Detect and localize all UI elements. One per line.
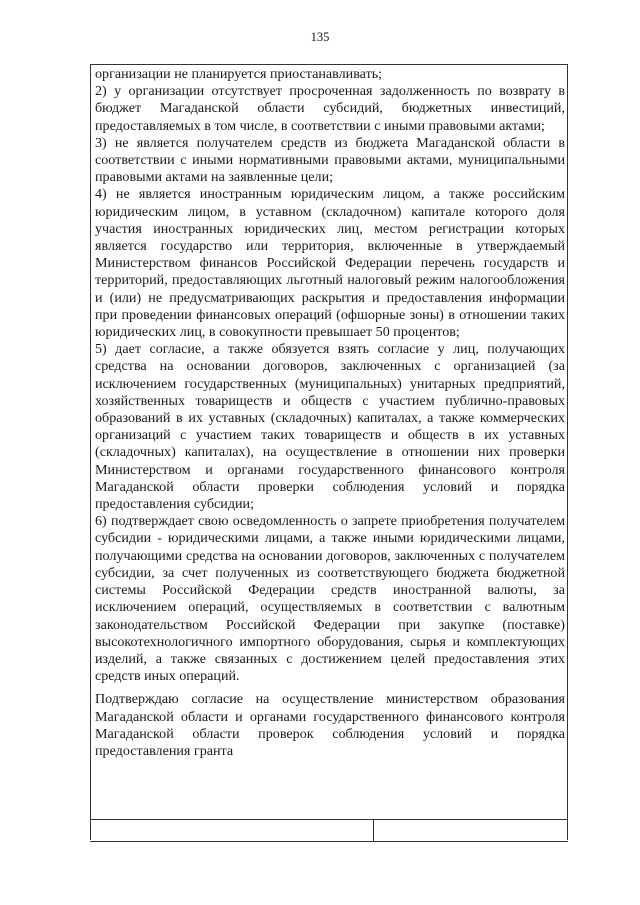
signature-row-divider (373, 820, 374, 841)
paragraph-6: 6) подтверждает свою осведомленность о запрете приобретения получателем субсидии - юридическими лицами, а также иными юридическими лицами, получающими средства на основании договоров, заключенных с получателем субсидии, за счет полученных из соответствующего бюджета бюджетной системы Российской Федерации средств иностранной валюты, за исключением операций, осуществляемых в соответствии с валютным законодательством Российской Федерации при закупке (поставке) высокотехнологичного импортного оборудования, сырья и комплектующих изделий, а также связанных с достижением целей предоставления этих средств иных операций. (95, 513, 565, 685)
signature-row (90, 819, 568, 842)
paragraph-3: 3) не является получателем средств из бюджета Магаданской области в соответствии с иными нормативными правовыми актами, муниципальными правовыми актами на заявленные цели; (95, 134, 565, 186)
paragraph-2: 2) у организации отсутствует просроченная задолженность по возврату в бюджет Магаданской области субсидий, бюджетных инвестиций, предоставляемых в том числе, в соответствии с иными правовыми актами; (95, 83, 565, 134)
paragraph-5: 5) дает согласие, а также обязуется взять согласие у лиц, получающих средства на основании договоров, заключенных с организацией (за исключением государственных (муниципальных) унитарных предприятий, хозяйственных товариществ и обществ с участием публично-правовых образований в их уставных (складочных) капиталах, а также коммерческих организаций с участием таких товариществ и обществ в их уставных (складочных) капиталах), на осуществление в отношении них проверки Министерством и органами государственного финансового контроля Магаданской области проверки соблюдения условий и порядка предоставления субсидии; (95, 341, 565, 513)
paragraph-1-tail: организации не планируется приостанавливать; (95, 66, 383, 82)
document-body (95, 66, 565, 760)
page-number: 135 (310, 30, 330, 44)
consent-paragraph: Подтверждаю согласие на осуществление министерством образования Магаданской области и органами государственного финансового контроля Магаданской области проверок соблюдения условий и порядка предоставления гранта (95, 691, 565, 759)
paragraph-4: 4) не является иностранным юридическим лицом, а также российским юридическим лицом, в уставном (складочном) капитале которого доля участия иностранных юридических лиц, местом регистрации которых является государство или территория, включенные в утверждаемый Министерством финансов Российской Федерации перечень государств и территорий, предоставляющих льготный налоговый режим налогообложения и (или) не предусматривающих раскрытия и предоставления информации при проведении финансовых операций (офшорные зоны) в отношении таких юридических лиц, в совокупности превышает 50 процентов; (95, 186, 565, 341)
